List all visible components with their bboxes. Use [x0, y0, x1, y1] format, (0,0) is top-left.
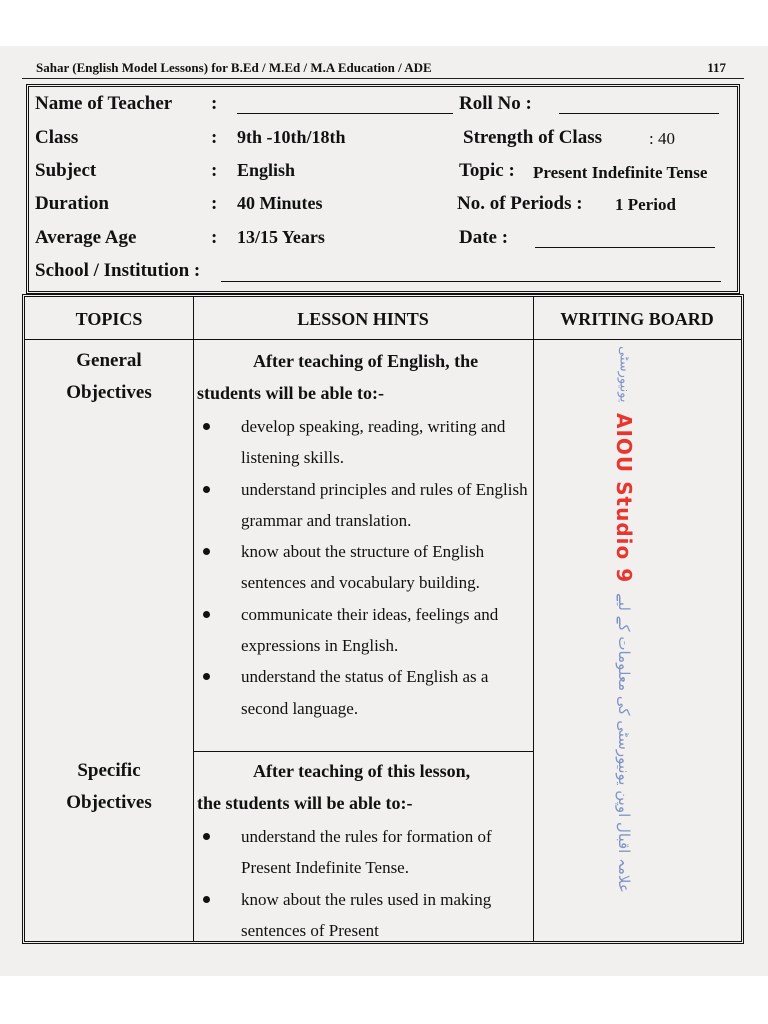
list-item: develop speaking, reading, writing and listening skills.	[197, 411, 529, 474]
list-item: know about the structure of English sentences and vocabulary building.	[197, 536, 529, 599]
watermark-stamp	[604, 346, 644, 966]
subject-label: Subject	[35, 160, 97, 181]
watermark-brand: AIOU Studio 9	[612, 412, 636, 583]
bullet-icon	[203, 611, 210, 618]
date-label: Date :	[459, 227, 509, 248]
general-intro-line2: students will be able to:-	[197, 383, 385, 403]
book-title: Sahar (English Model Lessons) for B.Ed / M.Ed / M.A Education / ADE	[36, 60, 432, 75]
col-header-lesson-hints: LESSON HINTS	[297, 309, 429, 329]
topic-general-line1: General	[76, 350, 142, 371]
topic-label: Topic :	[459, 160, 515, 181]
age-label: Average Age	[35, 227, 137, 248]
periods-value: 1 Period	[615, 195, 676, 214]
bullet-icon	[203, 896, 210, 903]
age-colon: :	[211, 227, 218, 248]
general-intro	[197, 345, 531, 409]
topic-specific-line1: Specific	[77, 760, 141, 781]
class-value: 9th -10th/18th	[237, 127, 346, 147]
col-divider-1	[193, 297, 194, 941]
subject-colon: :	[211, 160, 218, 181]
document-page	[0, 46, 768, 976]
periods-label: No. of Periods :	[457, 193, 583, 214]
roll-label: Roll No :	[459, 93, 532, 114]
list-item: understand principles and rules of English grammar and translation.	[197, 474, 529, 537]
age-value: 13/15 Years	[237, 227, 325, 247]
strength-label: Strength of Class	[463, 127, 602, 148]
page-number: 117	[707, 60, 726, 75]
strength-value: : 40	[649, 129, 675, 148]
school-label: School / Institution :	[35, 260, 201, 281]
hints-section-rule	[193, 751, 533, 752]
topic-value: Present Indefinite Tense	[533, 163, 708, 182]
lesson-info-box	[26, 84, 740, 294]
list-item: communicate their ideas, feelings and expressions in English.	[197, 599, 529, 662]
specific-intro-line1: After teaching of this lesson,	[253, 761, 471, 781]
teacher-colon: :	[211, 93, 218, 114]
topic-general-objectives	[25, 345, 193, 409]
specific-intro-line2: the students will be able to:-	[197, 793, 413, 813]
bullet-icon	[203, 673, 210, 680]
roll-blank	[559, 113, 719, 114]
class-label: Class	[35, 127, 79, 148]
header-row-rule	[25, 339, 741, 340]
general-intro-line1: After teaching of English, the	[253, 351, 479, 371]
col-header-topics: TOPICS	[75, 309, 143, 329]
teacher-label: Name of Teacher	[35, 93, 173, 114]
bullet-icon	[203, 548, 210, 555]
topic-specific-objectives	[25, 755, 193, 819]
topic-general-line2: Objectives	[66, 382, 152, 403]
bullet-icon	[203, 486, 210, 493]
list-item: understand the rules for formation of Present Indefinite Tense.	[197, 821, 529, 884]
topic-specific-line2: Objectives	[66, 792, 152, 813]
col-header-writing-board: WRITING BOARD	[560, 309, 714, 329]
list-item: know about the rules used in making sentences of Present	[197, 884, 529, 947]
duration-colon: :	[211, 193, 218, 214]
date-blank	[535, 247, 715, 248]
bullet-icon	[203, 423, 210, 430]
watermark-urdu: علامہ اقبال اوپن یونیورسٹی کی معلومات کے لیے	[615, 592, 633, 893]
subject-value: English	[237, 160, 296, 180]
header-rule	[22, 78, 744, 79]
specific-objectives-list	[197, 821, 529, 946]
duration-value: 40 Minutes	[237, 193, 323, 213]
teacher-blank	[237, 113, 453, 114]
running-header	[36, 60, 726, 76]
specific-intro	[197, 755, 531, 819]
school-blank	[221, 281, 721, 282]
duration-label: Duration	[35, 193, 109, 214]
col-divider-2	[533, 297, 534, 941]
general-objectives-list	[197, 411, 529, 724]
bullet-icon	[203, 833, 210, 840]
list-item: understand the status of English as a second language.	[197, 661, 529, 724]
class-colon: :	[211, 127, 218, 148]
watermark-urdu-top: یونیورسٹی	[616, 346, 632, 403]
